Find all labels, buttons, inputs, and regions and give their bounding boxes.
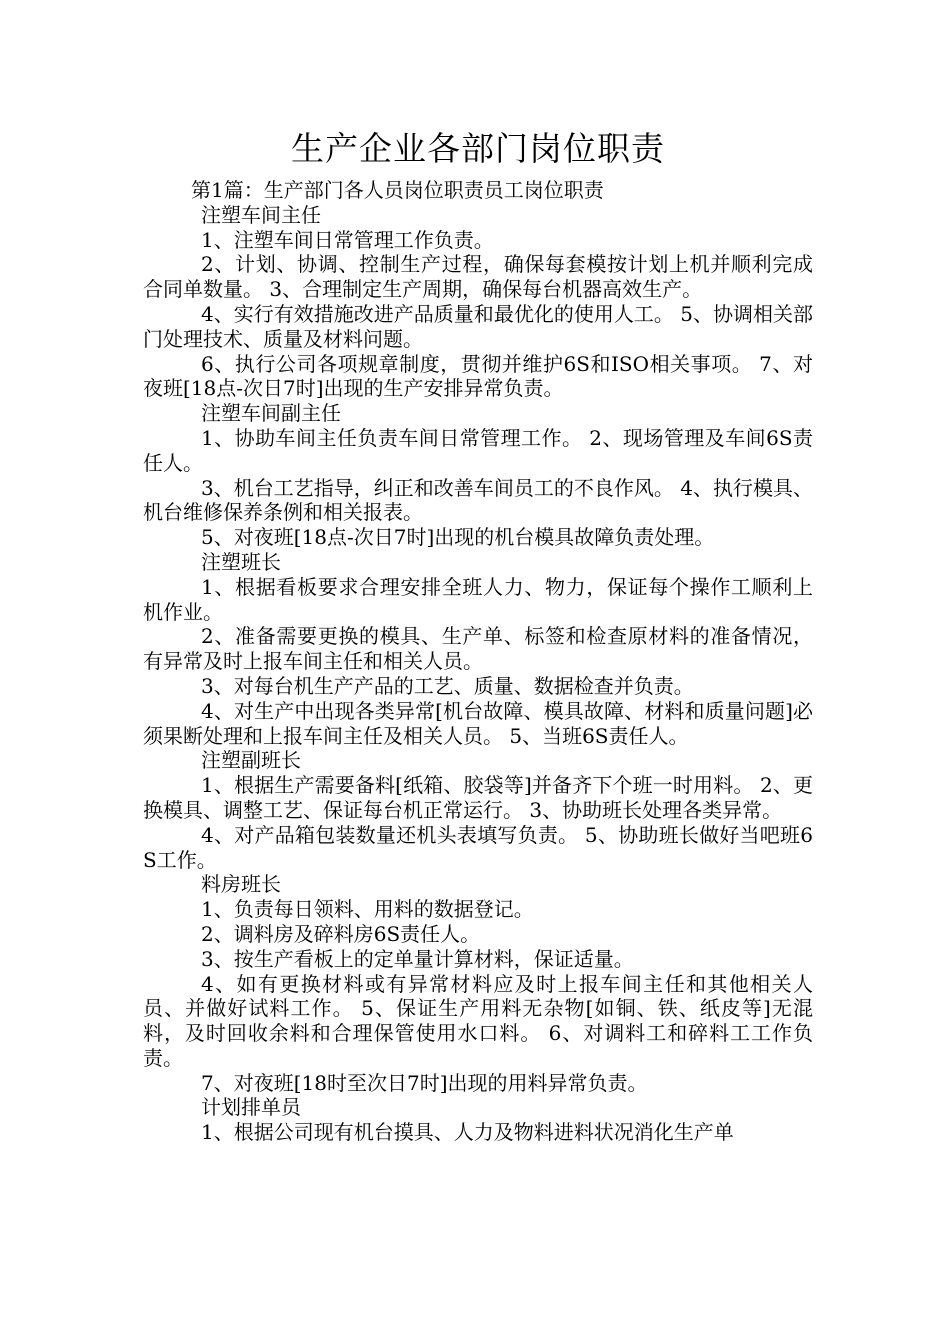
- section-heading: 注塑班长: [201, 549, 281, 574]
- paragraph: 3、按生产看板上的定单量计算材料，保证适量。: [201, 946, 634, 971]
- paragraph: 1、负责每日领料、用料的数据登记。: [201, 897, 534, 922]
- paragraph: 1、注塑车间日常管理工作负责。: [201, 227, 494, 252]
- paragraph: 1、协助车间主任负责车间日常管理工作。 2、现场管理及车间6S责任人。: [143, 425, 813, 475]
- paragraph: 1、根据生产需要备料[纸箱、胶袋等]并备齐下个班一时用料。 2、更换模具、调整工艺、保证每台机正常运行。 3、协助班长处理各类异常。: [143, 773, 813, 822]
- paragraph: 2、计划、协调、控制生产过程，确保每套模按计划上机并顺利完成合同单数量。 3、合理制定生产周期，确保每台机器高效生产。: [143, 252, 813, 302]
- paragraph: 4、对产品箱包装数量还机头表填写负责。 5、协助班长做好当吧班6S工作。: [143, 822, 813, 872]
- document-body: [143, 203, 813, 1145]
- paragraph: 7、对夜班[18时至次日7时]出现的用料异常负责。: [201, 1070, 648, 1095]
- document-title: 生产企业各部门岗位职责: [291, 129, 665, 168]
- document-subtitle: 第1篇：生产部门各人员岗位职责员工岗位职责: [191, 178, 604, 202]
- section-heading: 计划排单员: [201, 1095, 301, 1120]
- section-heading: 注塑车间副主任: [201, 401, 341, 426]
- section-heading: 料房班长: [201, 872, 281, 897]
- paragraph: 2、调料房及碎料房6S责任人。: [201, 921, 481, 946]
- section-heading: 注塑副班长: [201, 748, 301, 773]
- paragraph: 1、根据看板要求合理安排全班人力、物力，保证每个操作工顺利上机作业。: [143, 574, 813, 624]
- paragraph: 6、执行公司各项规章制度，贯彻并维护6S和ISO相关事项。 7、对夜班[18点-次日7时]出现的生产安排异常负责。: [143, 351, 813, 401]
- document-page: [143, 126, 813, 1145]
- paragraph: 3、机台工艺指导，纠正和改善车间员工的不良作风。 4、执行模具、机台维修保养条例和相关报表。: [143, 475, 813, 525]
- paragraph: 4、如有更换材料或有异常材料应及时上报车间主任和其他相关人员、并做好试料工作。 5、保证生产用料无杂物[如铜、铁、纸皮等]无混料，及时回收余料和合理保管使用水口料。 6、对调料工和碎料工工作负责。: [143, 971, 813, 1070]
- paragraph: 4、实行有效措施改进产品质量和最优化的使用人工。 5、协调相关部门处理技术、质量及材料问题。: [143, 301, 813, 351]
- paragraph: 5、对夜班[18点-次日7时]出现的机台模具故障负责处理。: [201, 525, 715, 550]
- paragraph: 1、根据公司现有机台摸具、人力及物料进料状况消化生产单: [201, 1120, 734, 1145]
- paragraph: 2、准备需要更换的模具、生产单、标签和检查原材料的准备情况，有异常及时上报车间主任和相关人员。: [143, 624, 813, 674]
- section-heading: 注塑车间主任: [201, 202, 321, 227]
- paragraph: 4、对生产中出现各类异常[机台故障、模具故障、材料和质量问题]必须果断处理和上报车间主任及相关人员。 5、当班6S责任人。: [143, 698, 813, 748]
- paragraph: 3、对每台机生产产品的工艺、质量、数据检查并负责。: [201, 673, 694, 698]
